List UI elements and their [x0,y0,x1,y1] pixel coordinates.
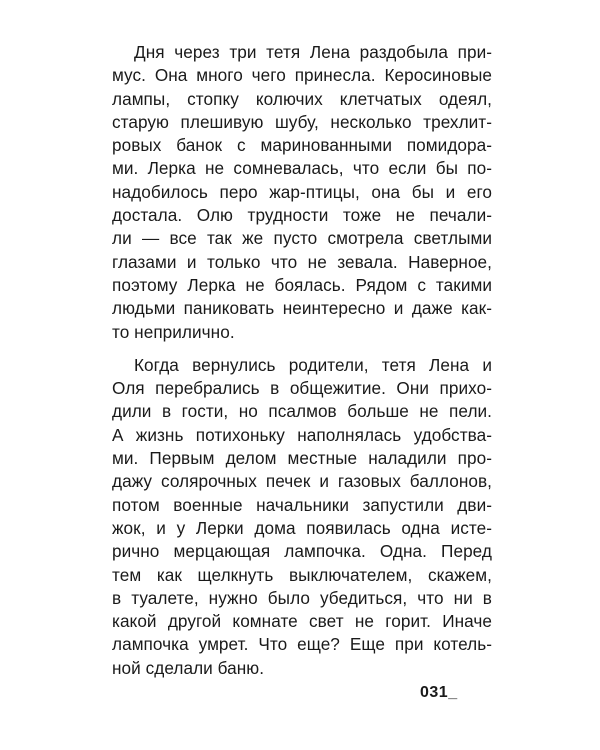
text-line: старую плешивую шубу, несколько трехлит- [112,111,492,132]
text-line: А жизнь потихоньку наполнялась удобства- [112,424,492,445]
text-line: ровых банок с маринованными помидора- [112,135,492,156]
text-line: жок, и у Лерки дома появилась одна исте- [112,517,492,538]
text-line: надобилось перо жар-птицы, она бы и его [112,181,492,202]
text-line: дажу солярочных печек и газовых баллонов, [112,471,492,492]
text-line: дили в гости, но псалмов больше не пели. [112,401,492,422]
text-line: тем как щелкнуть выключателем, скажем, [112,564,492,585]
text-line: Оля перебрались в общежитие. Они прихо- [112,378,492,399]
text-line: людьми паниковать неинтересно и даже как- [112,298,492,319]
text-line: ли — все так же пусто смотрела светлыми [112,228,492,249]
text-line: лампы, стопку колючих клетчатых одеял, [112,88,492,109]
text-line: какой другой комнате свет не горит. Иначе [112,611,492,632]
paragraph-2 [112,354,492,680]
text-line: Дня через три тетя Лена раздобыла при- [134,42,492,62]
text-line: ми. Лерка не сомневалась, что если бы по- [112,158,492,179]
text-line: то неприлично. [112,321,235,342]
text-line: в туалете, нужно было убедиться, что ни в [112,587,492,608]
text-line: мус. Она много чего принесла. Керосиновые [112,65,492,86]
page-number: 031_ [420,684,458,701]
text-line: ми. Первым делом местные наладили про- [112,448,492,469]
text-line: ной сделали баню. [112,657,265,678]
paragraph-1 [112,41,492,344]
text-line: глазами и только что не зевала. Наверное, [112,251,492,272]
text-line: достала. Олю трудности тоже не печали- [112,205,492,226]
text-line: Когда вернулись родители, тетя Лена и [134,354,492,375]
text-line: поэтому Лерка не боялась. Рядом с такими [112,274,492,295]
text-line: рично мерцающая лампочка. Одна. Перед [112,541,492,562]
paragraph-spacer [112,344,492,354]
text-line: потом военные начальники запустили дви- [112,494,492,515]
text-line: лампочка умрет. Что еще? Еще при котель- [112,634,492,655]
body-text [112,41,492,680]
